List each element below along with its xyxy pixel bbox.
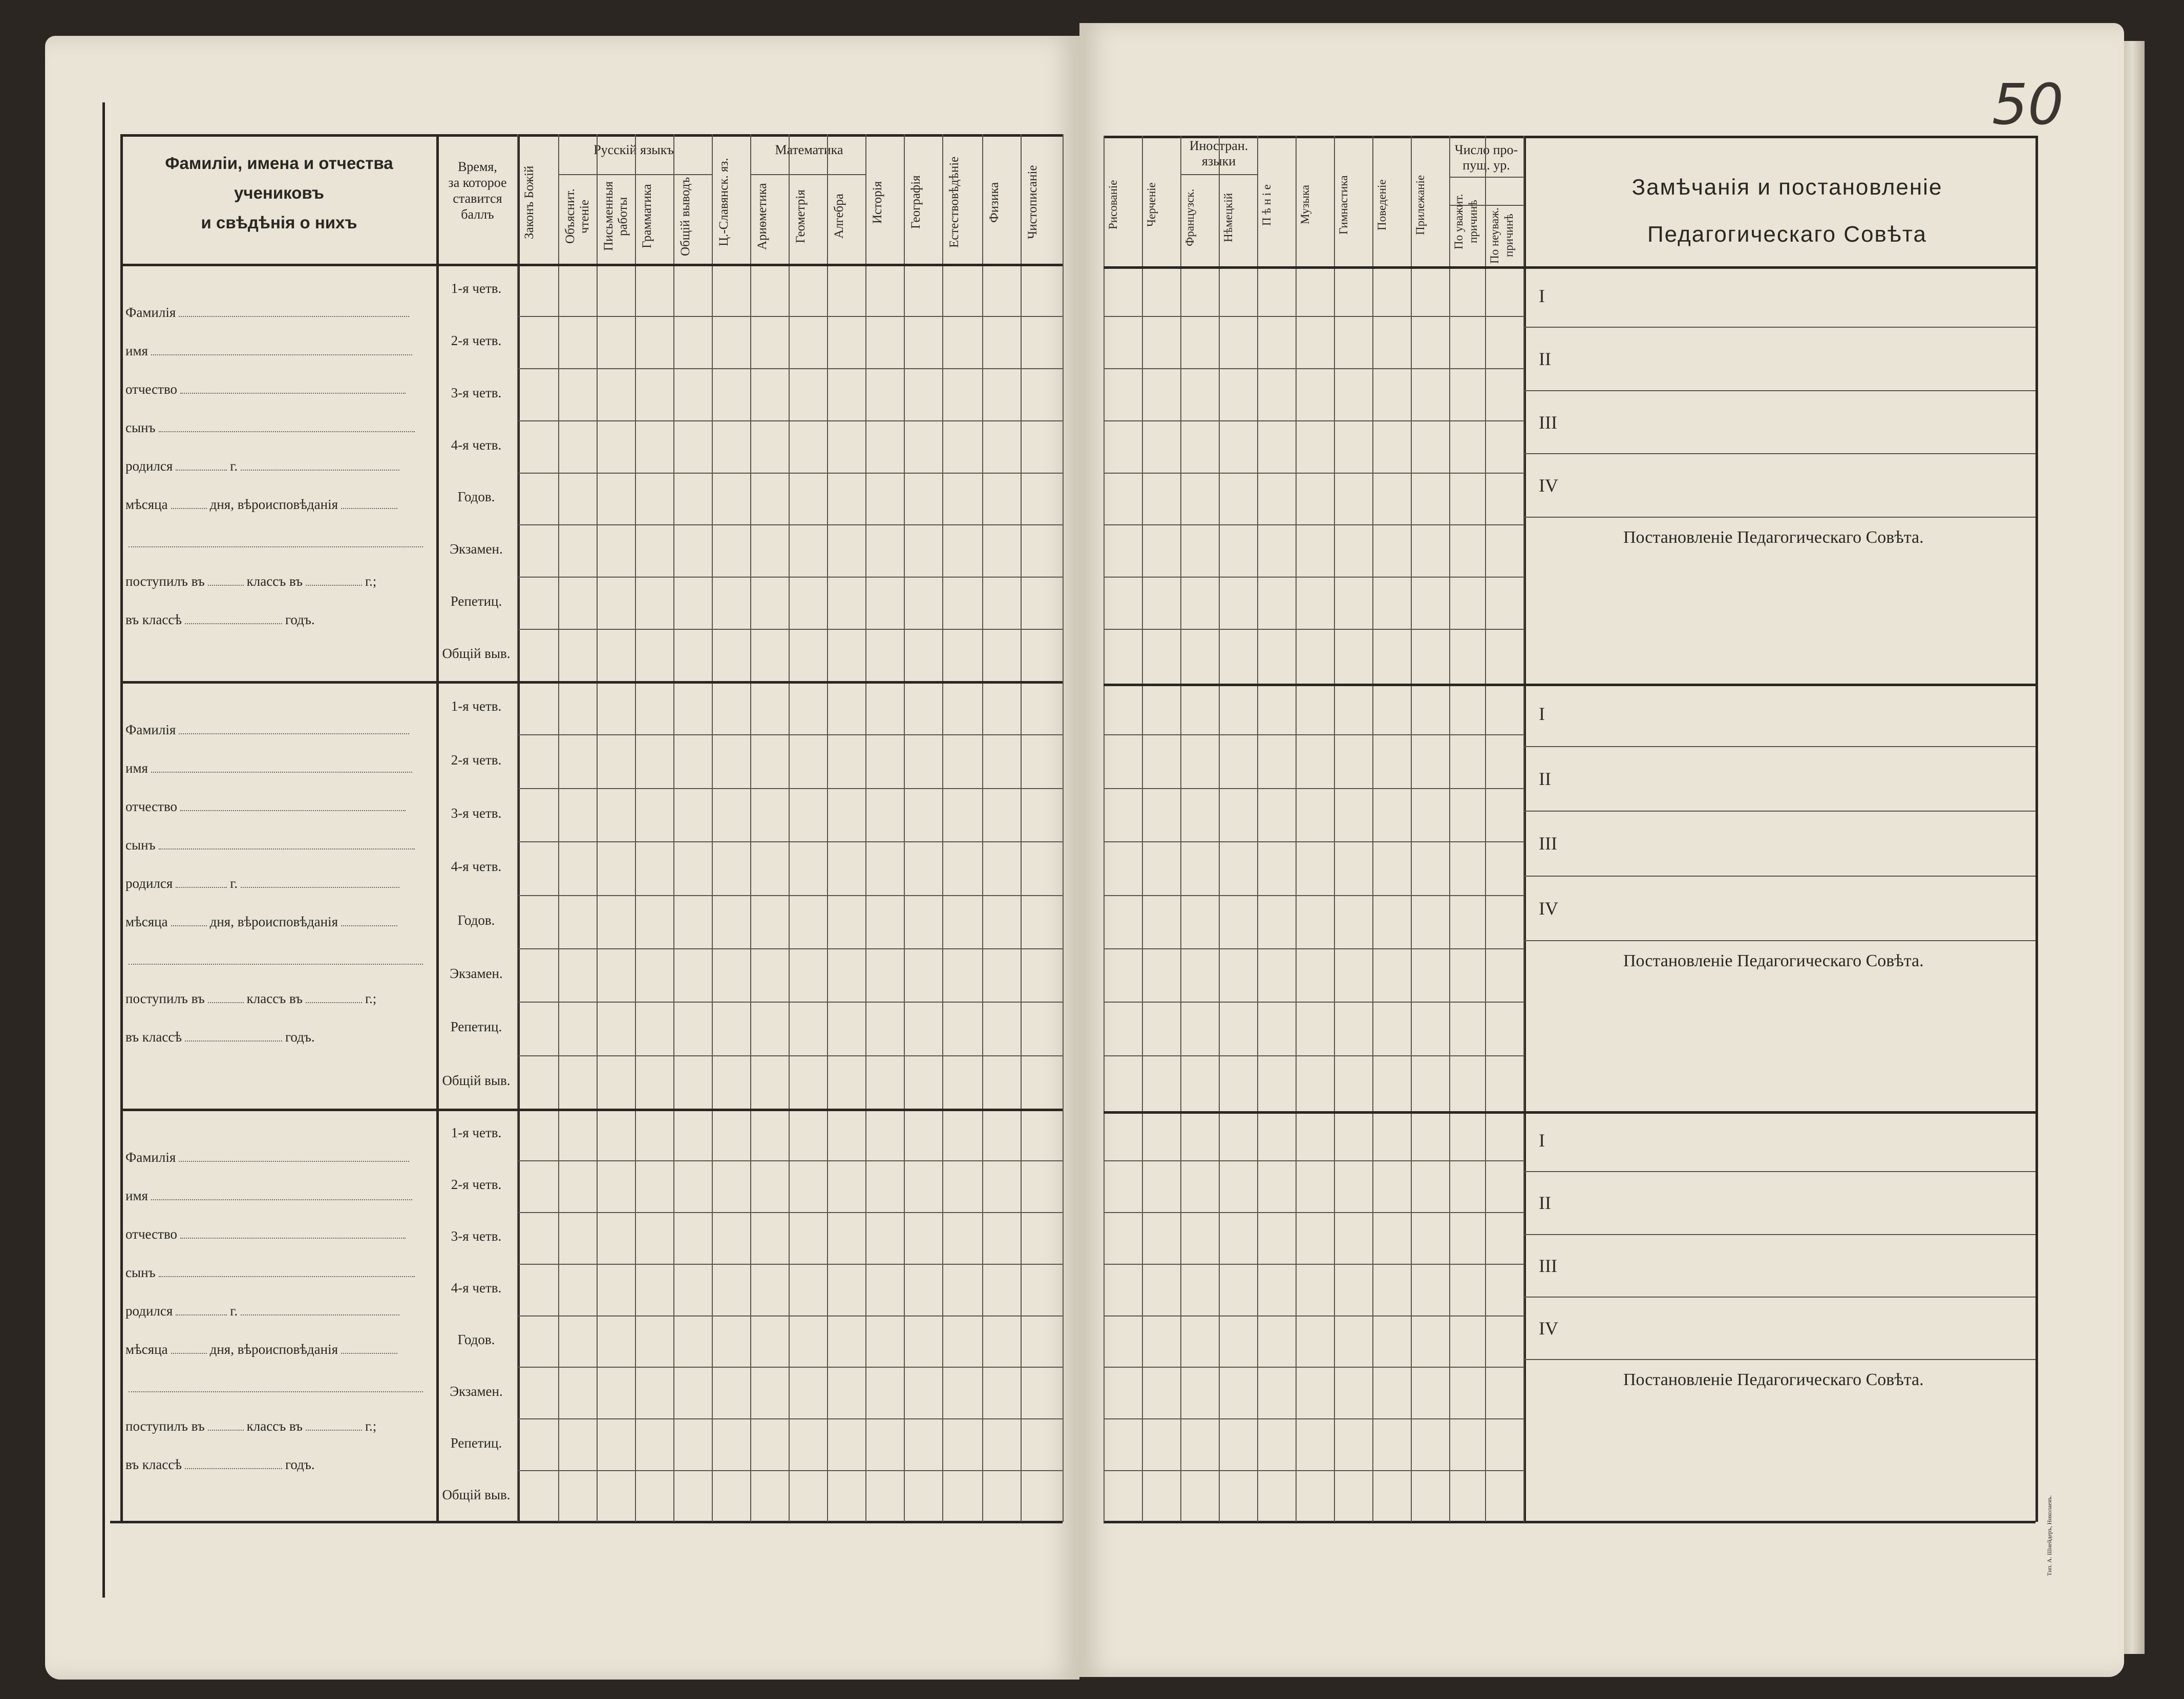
russian-group-rule	[558, 174, 712, 175]
quarter-roman: IV	[1539, 475, 1558, 496]
field-label-born: родился	[125, 458, 173, 474]
table-bottom-rule	[110, 1521, 1063, 1523]
fill-in-line[interactable]	[129, 546, 423, 547]
subject-header-r3: Нѣмецкій	[1222, 193, 1235, 243]
fill-in-line[interactable]	[208, 585, 244, 586]
fill-in-line[interactable]	[159, 1276, 415, 1277]
quarter-roman: IV	[1539, 1318, 1558, 1339]
fill-in-line[interactable]	[176, 470, 227, 471]
subject-header-1: Объяснит. чтеніе	[563, 188, 591, 244]
resolution-label: Постановленіе Педагогическаго Совѣта.	[1623, 951, 1924, 970]
field-label-year: годъ.	[285, 1457, 315, 1472]
grade-column-rule	[789, 134, 790, 1522]
period-row-rule	[517, 629, 1063, 630]
field-label-son: сынъ	[125, 420, 156, 435]
period-row-rule	[1104, 420, 1523, 421]
subject-header-3: Грамматика	[640, 184, 654, 249]
period-row-rule	[1104, 1002, 1523, 1003]
fill-in-line[interactable]	[176, 887, 227, 888]
period-row-rule	[517, 524, 1063, 525]
period-row-rule	[517, 1264, 1063, 1265]
student-field-row	[125, 1457, 315, 1473]
absences-group-rule	[1449, 177, 1523, 178]
field-label-in_class: въ классѣ	[125, 1029, 182, 1045]
subject-header-6: Ариѳметика	[755, 183, 769, 250]
field-label-year: годъ.	[285, 1029, 315, 1045]
subject-header-0: Законъ Божій	[522, 165, 536, 239]
student-field-row	[125, 1226, 409, 1242]
period-label: Общій выв.	[442, 1487, 511, 1502]
student-field-row	[125, 1029, 315, 1045]
fill-in-line[interactable]	[159, 431, 415, 432]
student-field-row	[125, 535, 426, 551]
period-row-rule	[1104, 788, 1523, 789]
period-row-rule	[517, 1002, 1063, 1003]
student-field-row	[125, 760, 415, 776]
table-bottom-rule	[1104, 1521, 2035, 1523]
field-label-born: родился	[125, 876, 173, 891]
period-label: Экзамен.	[450, 966, 503, 981]
subject-header-8: Алгебра	[832, 194, 846, 239]
grade-column-rule	[1063, 134, 1064, 1522]
field-label-entered: поступилъ въ	[125, 574, 205, 589]
fill-in-line[interactable]	[208, 1430, 244, 1431]
period-row-rule	[517, 788, 1063, 789]
time-header: Время, за которое ставится баллъ	[448, 159, 507, 222]
page-frame-left	[102, 102, 105, 1598]
fill-in-line[interactable]	[171, 925, 207, 926]
table-right-rule	[2035, 136, 2038, 1522]
subject-header-9: Исторія	[871, 181, 884, 224]
period-row-rule	[1104, 1055, 1523, 1056]
period-label: 2-я четв.	[451, 333, 502, 348]
period-row-rule	[517, 368, 1063, 369]
fill-in-line[interactable]	[341, 1353, 397, 1354]
period-label: 2-я четв.	[451, 752, 502, 768]
period-row-rule	[1104, 577, 1523, 578]
grade-column-rule	[673, 134, 674, 1522]
subject-header-2: Письменныя работы	[602, 181, 630, 251]
period-label: Репетиц.	[450, 1435, 502, 1451]
student-field-row	[125, 722, 412, 738]
grade-column-rule	[635, 134, 636, 1522]
field-label-born_suffix: г.	[230, 876, 238, 891]
remarks-row-rule	[1523, 1297, 2035, 1298]
student-field-row	[125, 612, 315, 628]
period-label: Годов.	[457, 1332, 495, 1347]
field-label-day_faith: дня, вѣроисповѣданія	[209, 1342, 338, 1357]
subject-header-11: Естествовѣдѣніе	[947, 156, 961, 248]
fill-in-line[interactable]	[176, 1314, 227, 1315]
period-row-rule	[1104, 316, 1523, 317]
field-label-born: родился	[125, 1303, 173, 1319]
field-label-surname: Фамилія	[125, 1150, 176, 1165]
fill-in-line[interactable]	[179, 1161, 409, 1162]
period-label: 1-я четв.	[451, 1125, 502, 1140]
students-header: Фамиліи, имена и отчества учениковъ и свѣдѣнія о нихъ	[165, 154, 393, 232]
period-label: 4-я четв.	[451, 437, 502, 453]
fill-in-line[interactable]	[151, 772, 412, 773]
field-label-entered: поступилъ въ	[125, 991, 205, 1006]
remarks-header: Замѣчанія и постановленіе Педагогическаго Совѣта	[1631, 175, 1943, 247]
subject-header-r8: Прилежаніе	[1414, 175, 1427, 235]
period-row-rule	[517, 1315, 1063, 1316]
subject-header-12: Физика	[987, 182, 1001, 223]
student-field-row	[125, 837, 418, 853]
fill-in-line[interactable]	[171, 1353, 207, 1354]
subject-header-4: Общій выводъ	[678, 177, 692, 256]
student-field-row	[125, 1342, 400, 1357]
field-label-day_faith: дня, вѣроисповѣданія	[209, 497, 338, 512]
student-field-row	[125, 914, 400, 930]
field-label-entered: поступилъ въ	[125, 1418, 205, 1434]
fill-in-line[interactable]	[341, 508, 397, 509]
grade-column-rule	[1334, 136, 1335, 1522]
remarks-row-rule	[1523, 1234, 2035, 1235]
remarks-row-rule	[1523, 453, 2035, 454]
period-row-rule	[1104, 1212, 1523, 1213]
grade-column-rule	[1257, 136, 1258, 1522]
fill-in-line[interactable]	[171, 508, 207, 509]
period-row-rule	[1104, 1264, 1523, 1265]
remarks-row-rule	[1523, 327, 2035, 328]
subject-header-13: Чистописаніе	[1026, 165, 1040, 240]
subject-header-r0: Рисованіе	[1107, 180, 1119, 230]
grade-column-rule	[1219, 136, 1220, 1522]
fill-in-line[interactable]	[180, 1238, 406, 1239]
student-field-row	[125, 343, 415, 359]
period-row-rule	[517, 577, 1063, 578]
period-row-rule	[517, 420, 1063, 421]
resolution-label: Постановленіе Педагогическаго Совѣта.	[1623, 1370, 1924, 1389]
period-label: 3-я четв.	[451, 1228, 502, 1244]
fill-in-line[interactable]	[179, 733, 409, 734]
field-label-patronymic: отчество	[125, 799, 178, 814]
quarter-roman: IV	[1539, 898, 1558, 919]
grade-column-rule	[517, 134, 518, 1522]
period-row-rule	[1104, 734, 1523, 735]
grade-column-rule	[1142, 136, 1143, 1522]
page-number: 50	[1992, 72, 2064, 137]
grade-column-rule	[1411, 136, 1412, 1522]
student-field-row	[125, 381, 409, 397]
fill-in-line[interactable]	[306, 1430, 362, 1431]
student-field-row	[125, 497, 400, 513]
grade-column-rule	[1372, 136, 1373, 1522]
field-label-month: мѣсяца	[125, 1342, 168, 1357]
quarter-roman: III	[1539, 1256, 1557, 1276]
field-label-patronymic: отчество	[125, 381, 178, 397]
period-row-rule	[517, 948, 1063, 949]
grade-column-rule	[982, 134, 983, 1522]
student-block-rule	[1104, 684, 2035, 686]
period-label: 2-я четв.	[451, 1177, 502, 1192]
quarter-roman: II	[1539, 1193, 1551, 1213]
grade-column-rule	[865, 134, 866, 1522]
field-label-month: мѣсяца	[125, 497, 168, 512]
fill-in-line[interactable]	[151, 1199, 412, 1200]
period-row-rule	[517, 473, 1063, 474]
header-bottom-rule	[120, 264, 1063, 266]
period-label: Годов.	[457, 912, 495, 928]
period-row-rule	[517, 316, 1063, 317]
quarter-roman: III	[1539, 833, 1557, 854]
field-label-son: сынъ	[125, 837, 156, 853]
student-field-row	[125, 1303, 402, 1319]
period-row-rule	[517, 895, 1063, 896]
quarter-roman: II	[1539, 349, 1551, 369]
student-block-rule	[120, 681, 1063, 684]
grade-column-rule	[597, 134, 598, 1522]
fill-in-line[interactable]	[185, 623, 282, 624]
remarks-row-rule	[1523, 1359, 2035, 1360]
period-label: Экзамен.	[450, 1384, 503, 1399]
fill-in-line[interactable]	[151, 354, 412, 355]
grade-column-rule	[1485, 136, 1486, 1522]
subject-header-r4: П ѣ н і е	[1260, 184, 1273, 226]
fill-in-line[interactable]	[306, 585, 362, 586]
russian-language-group: Русскій языкъ	[593, 142, 674, 157]
grade-column-rule	[1104, 136, 1105, 1522]
printer-imprint: Тип. А. Шнейдеръ, Николаевъ.	[2046, 1495, 2053, 1576]
student-field-row	[125, 420, 418, 436]
field-label-born_suffix: г.	[230, 458, 238, 474]
absences-group: Число про- пущ. ур.	[1454, 142, 1518, 173]
quarter-roman: III	[1539, 412, 1557, 433]
student-block-rule	[120, 1109, 1063, 1111]
period-row-rule	[1104, 1315, 1523, 1316]
period-row-rule	[1104, 1367, 1523, 1368]
period-row-rule	[517, 734, 1063, 735]
fill-in-line[interactable]	[129, 964, 423, 965]
field-label-name: имя	[125, 1188, 148, 1203]
grade-column-rule	[942, 134, 943, 1522]
fill-in-line[interactable]	[241, 887, 399, 888]
period-label: 3-я четв.	[451, 805, 502, 821]
student-field-row	[125, 1418, 376, 1434]
fill-in-line[interactable]	[241, 1314, 399, 1315]
period-row-rule	[1104, 1160, 1523, 1161]
fill-in-line[interactable]	[179, 316, 409, 317]
subject-header-r9: По уважит. причинѣ	[1452, 194, 1479, 249]
field-label-name: имя	[125, 343, 148, 358]
grade-column-rule	[1180, 136, 1181, 1522]
quarter-roman: I	[1539, 286, 1545, 306]
field-label-patronymic: отчество	[125, 1226, 178, 1242]
table-left-rule	[120, 134, 123, 1522]
foreign-languages-group: Иностран. языки	[1189, 138, 1248, 168]
period-row-rule	[517, 1367, 1063, 1368]
remarks-row-rule	[1523, 876, 2035, 877]
period-row-rule	[517, 1212, 1063, 1213]
student-field-row	[125, 1265, 418, 1281]
fill-in-line[interactable]	[185, 1040, 282, 1042]
student-field-row	[125, 1150, 412, 1165]
fill-in-line[interactable]	[208, 1002, 244, 1003]
field-label-year_suffix: г.;	[365, 991, 377, 1006]
period-row-rule	[1104, 524, 1523, 525]
grade-column-rule	[1296, 136, 1297, 1522]
field-label-class_in: классъ въ	[246, 991, 303, 1006]
student-field-row	[125, 305, 412, 321]
fill-in-line[interactable]	[159, 848, 415, 850]
remarks-row-rule	[1523, 390, 2035, 391]
period-label: 4-я четв.	[451, 859, 502, 874]
grade-column-rule	[750, 134, 751, 1522]
period-label: Экзамен.	[450, 541, 503, 557]
period-row-rule	[517, 1470, 1063, 1471]
period-row-rule	[1104, 1470, 1523, 1471]
grade-column-rule	[904, 134, 905, 1522]
field-label-surname: Фамилія	[125, 722, 176, 737]
field-label-class_in: классъ въ	[246, 574, 303, 589]
page-edge-stack	[2124, 41, 2145, 1654]
period-label: Общій выв.	[442, 1073, 511, 1088]
subject-header-10: Географія	[909, 175, 923, 229]
fill-in-line[interactable]	[241, 470, 399, 471]
fill-in-line[interactable]	[180, 393, 406, 394]
header-bottom-rule	[1104, 266, 2035, 269]
period-row-rule	[1104, 473, 1523, 474]
mathematics-group: Математика	[775, 142, 843, 157]
field-label-in_class: въ классѣ	[125, 1457, 182, 1472]
student-field-row	[125, 952, 426, 968]
period-label: 4-я четв.	[451, 1280, 502, 1296]
remarks-row-rule	[1523, 1171, 2035, 1172]
quarter-roman: I	[1539, 704, 1545, 724]
period-label: Общій выв.	[442, 646, 511, 661]
student-field-row	[125, 458, 402, 474]
grade-column-rule	[1523, 136, 1524, 1522]
field-label-year: годъ.	[285, 612, 315, 627]
table-top-rule	[120, 134, 1063, 137]
period-label: 1-я четв.	[451, 281, 502, 296]
subject-header-7: Геометрія	[794, 189, 808, 243]
field-label-surname: Фамилія	[125, 305, 176, 320]
student-field-row	[125, 1188, 415, 1204]
fill-in-line[interactable]	[185, 1468, 282, 1469]
resolution-label: Постановленіе Педагогическаго Совѣта.	[1623, 528, 1924, 547]
fill-in-line[interactable]	[129, 1391, 423, 1392]
field-label-in_class: въ классѣ	[125, 612, 182, 627]
period-row-rule	[1104, 841, 1523, 842]
field-label-month: мѣсяца	[125, 914, 168, 929]
field-label-year_suffix: г.;	[365, 1418, 377, 1434]
quarter-roman: I	[1539, 1130, 1545, 1151]
period-row-rule	[1104, 368, 1523, 369]
period-label: Репетиц.	[450, 593, 502, 609]
period-label: 3-я четв.	[451, 385, 502, 400]
table-top-rule	[1104, 136, 2035, 138]
quarter-roman: II	[1539, 769, 1551, 789]
grade-column-rule	[558, 134, 559, 1522]
subject-header-r2: Французск.	[1183, 188, 1196, 247]
fill-in-line[interactable]	[341, 925, 397, 926]
fill-in-line[interactable]	[180, 810, 406, 811]
subject-header-r6: Гимнастика	[1337, 175, 1350, 235]
period-row-rule	[517, 841, 1063, 842]
right-page	[1079, 23, 2124, 1677]
student-field-row	[125, 1380, 426, 1396]
remarks-row-rule	[1523, 746, 2035, 747]
student-field-row	[125, 799, 409, 815]
grade-column-rule	[712, 134, 713, 1522]
subject-header-r5: Музыка	[1299, 185, 1311, 225]
period-label: 1-я четв.	[451, 698, 502, 714]
period-row-rule	[1104, 1418, 1523, 1419]
field-label-born_suffix: г.	[230, 1303, 238, 1319]
math-group-rule	[750, 174, 865, 175]
student-block-rule	[1104, 1111, 2035, 1114]
subject-header-r7: Поведеніе	[1375, 179, 1388, 230]
period-label: Годов.	[457, 489, 495, 504]
fill-in-line[interactable]	[306, 1002, 362, 1003]
remarks-row-rule	[1523, 940, 2035, 941]
subject-header-r10: По неуваж. причинѣ	[1488, 207, 1515, 264]
remarks-row-rule	[1523, 517, 2035, 518]
remarks-row-rule	[1523, 811, 2035, 812]
field-label-year_suffix: г.;	[365, 574, 377, 589]
field-label-son: сынъ	[125, 1265, 156, 1280]
student-field-row	[125, 876, 402, 891]
subject-header-r1: Черченіе	[1145, 182, 1158, 227]
subject-header-5: Ц.-Славянск. яз.	[717, 158, 731, 247]
grade-column-rule	[1449, 136, 1450, 1522]
period-row-rule	[517, 1055, 1063, 1056]
grade-column-rule	[827, 134, 828, 1522]
foreign-group-rule	[1180, 174, 1257, 175]
period-label: Репетиц.	[450, 1019, 502, 1034]
field-label-name: имя	[125, 760, 148, 776]
student-field-row	[125, 991, 376, 1007]
period-row-rule	[1104, 948, 1523, 949]
period-row-rule	[1104, 895, 1523, 896]
field-label-class_in: классъ въ	[246, 1418, 303, 1434]
period-row-rule	[1104, 629, 1523, 630]
grade-column-rule	[1021, 134, 1022, 1522]
period-row-rule	[517, 1160, 1063, 1161]
period-row-rule	[517, 1418, 1063, 1419]
student-field-row	[125, 574, 376, 589]
field-label-day_faith: дня, вѣроисповѣданія	[209, 914, 338, 929]
